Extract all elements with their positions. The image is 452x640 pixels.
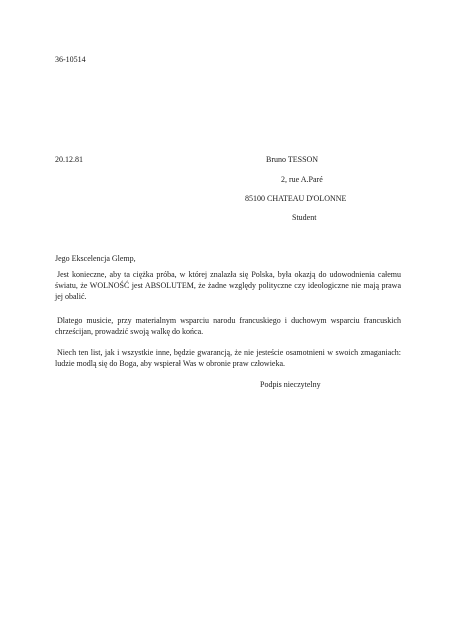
document-id: 36-10514 [55,55,86,64]
paragraph-3: Niech ten list, jak i wszystkie inne, będzie gwarancją, że nie jesteście osamotnieni w swoich zmaganiach: ludzie modlą się do Boga, aby wspierał Was w obronie praw człowieka. [55,348,401,368]
paragraph-2: Dlatego musicie, przy materialnym wsparciu narodu francuskiego i duchowym wsparciu francuskich chrześcijan, prowadzić swoją walkę do końca. [55,316,401,336]
sender-role: Student [292,213,317,222]
signature-note: Podpis nieczytelny [260,380,321,389]
salutation: Jego Ekscelencja Glemp, [55,254,136,263]
sender-name: Bruno TESSON [266,155,319,164]
paragraph-1: Jest konieczne, aby ta ciężka próba, w której znalazła się Polska, była okazją do udowodnienia całemu światu, że WOLNOŚĆ jest ABSOLUTEM, że żadne względy polityczne czy ideologiczne nie mają prawa jej obalić. [55,270,401,301]
sender-street: 2, rue A.Paré [281,175,323,184]
letter-date: 20.12.81 [55,155,83,164]
sender-city: 85100 CHATEAU D'OLONNE [245,194,347,203]
